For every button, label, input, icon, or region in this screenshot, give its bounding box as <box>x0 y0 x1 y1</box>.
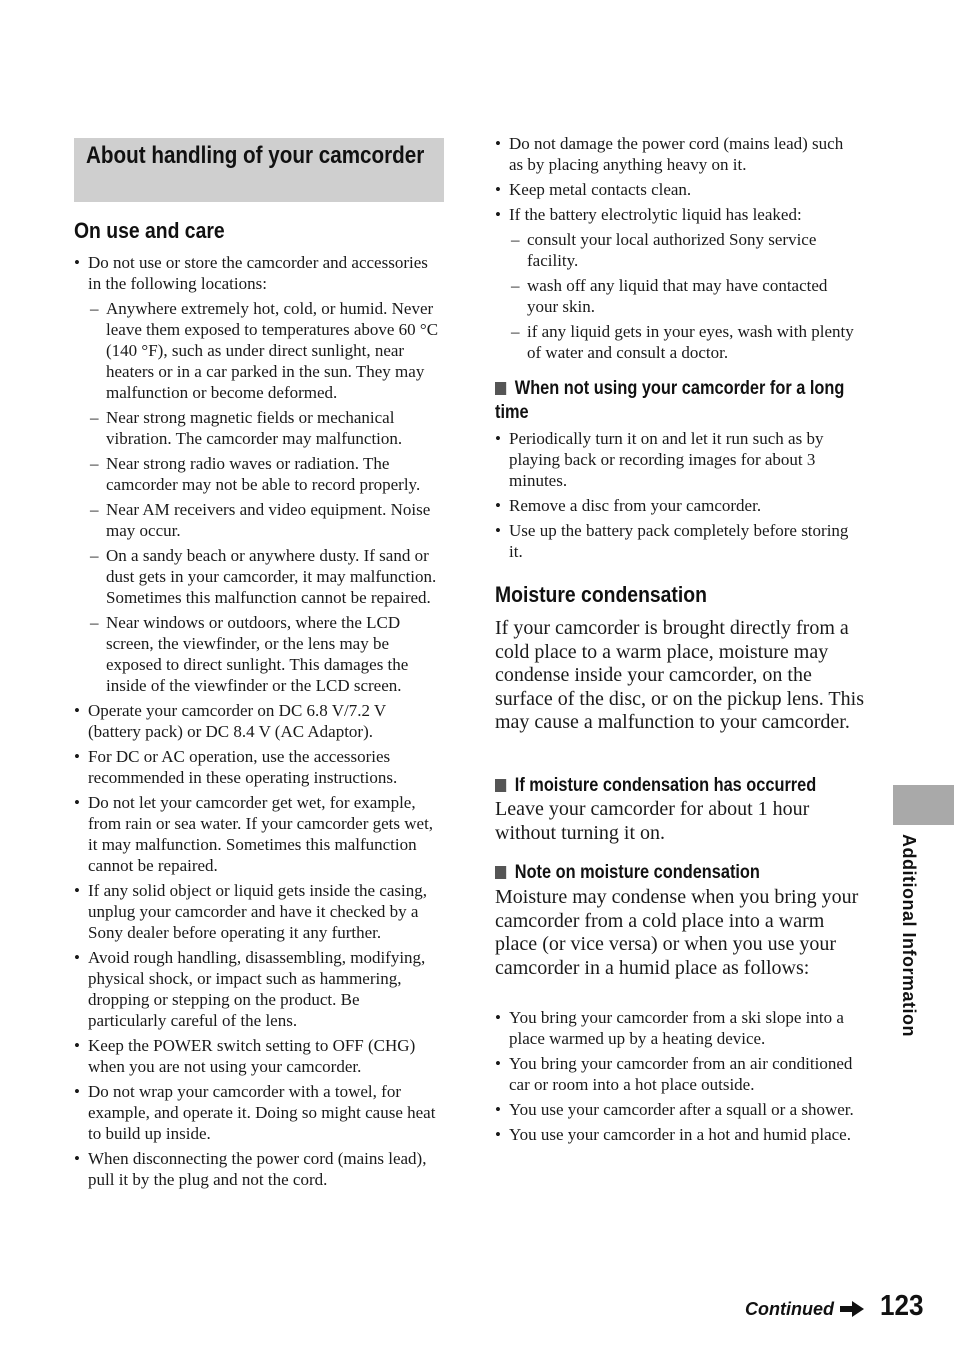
list-item-text: Do not use or store the camcorder and accessories in the following locations: <box>88 253 428 293</box>
right-arrow-icon <box>840 1301 864 1317</box>
section-title: About handling of your camcorder <box>86 142 425 169</box>
list-item: • Operate your camcorder on DC 6.8 V/7.2 V (battery pack) or DC 8.4 V (AC Adaptor). <box>74 700 442 742</box>
sub-list-item: – if any liquid gets in your eyes, wash with plenty of water and consult a doctor. <box>511 321 855 363</box>
heading-not-using <box>495 377 861 425</box>
sub-list-item: – Anywhere extremely hot, cold, or humid. Never leave them exposed to temperatures above 60 °C (140 °F), such as under direct sunlight, near heaters or in a car parked in the sun. They may malfunction or become deformed. <box>90 298 442 403</box>
use-care-list <box>74 252 442 1194</box>
moisture-intro: If your camcorder is brought directly from a cold place to a warm place, moisture may condense inside your camcorder, on the surface of the disc, or on the pickup lens. This may cause a malfunction to your camcorder. <box>495 617 864 734</box>
side-tab-marker <box>893 785 954 825</box>
list-item: • You use your camcorder after a squall or a shower. <box>495 1099 867 1120</box>
heading-text: Note on moisture condensation <box>514 862 760 883</box>
power-care-list <box>495 133 855 367</box>
page-number: 123 <box>880 1290 924 1322</box>
condensation-occurred-text: Leave your camcorder for about 1 hour without turning it on. <box>495 798 810 844</box>
sub-list-item: – Near strong radio waves or radiation. The camcorder may not be able to record properly. <box>90 453 442 495</box>
list-item: • Avoid rough handling, disassembling, modifying, physical shock, or impact such as hammering, dropping or stepping on the product. Be particularly careful of the lens. <box>74 947 442 1031</box>
list-item: • Do not wrap your camcorder with a towel, for example, and operate it. Doing so might cause heat to build up inside. <box>74 1081 442 1144</box>
list-item: • Do not damage the power cord (mains lead) such as by placing anything heavy on it. <box>495 133 855 175</box>
square-bullet-icon <box>495 779 506 792</box>
list-item: • Periodically turn it on and let it run such as by playing back or recording images for about 3 minutes. <box>495 428 855 491</box>
heading-text: If moisture condensation has occurred <box>514 775 817 796</box>
section-title-box <box>74 138 444 202</box>
sub-list-item: – wash off any liquid that may have contacted your skin. <box>511 275 855 317</box>
heading-note-condensation <box>495 861 873 885</box>
list-item <box>495 204 855 363</box>
sub-list-item: – Near AM receivers and video equipment. Noise may occur. <box>90 499 442 541</box>
list-item: • Do not let your camcorder get wet, for example, from rain or sea water. If your camcorder gets wet, it may malfunction. Sometimes this malfunction cannot be repaired. <box>74 792 442 876</box>
heading-moisture-condensation: Moisture condensation <box>495 582 707 607</box>
heading-text: When not using your camcorder for a long time <box>495 378 845 423</box>
square-bullet-icon <box>495 382 506 395</box>
list-item: • For DC or AC operation, use the accessories recommended in these operating instructions. <box>74 746 442 788</box>
heading-condensation-occurred <box>495 774 873 798</box>
list-item: • You use your camcorder in a hot and humid place. <box>495 1124 867 1145</box>
not-using-list <box>495 428 855 566</box>
list-item: • Keep the POWER switch setting to OFF (CHG) when you are not using your camcorder. <box>74 1035 442 1077</box>
heading-on-use-and-care: On use and care <box>74 218 225 243</box>
list-item: • You bring your camcorder from an air conditioned car or room into a hot place outside. <box>495 1053 867 1095</box>
list-item: • Keep metal contacts clean. <box>495 179 855 200</box>
sub-list-item: – Near windows or outdoors, where the LCD screen, the viewfinder, or the lens may be exposed to direct sunlight. This damages the inside of the viewfinder or the LCD screen. <box>90 612 442 696</box>
sub-list-item: – On a sandy beach or anywhere dusty. If sand or dust gets in your camcorder, it may malfunction. Sometimes this malfunction cannot be repaired. <box>90 545 442 608</box>
sub-list <box>511 229 855 363</box>
sub-list <box>90 298 442 696</box>
list-item: • Remove a disc from your camcorder. <box>495 495 855 516</box>
condensation-cases-list <box>495 1007 867 1149</box>
sub-list-item: – consult your local authorized Sony service facility. <box>511 229 855 271</box>
side-tab-label <box>897 834 919 1037</box>
list-item-text: If the battery electrolytic liquid has leaked: <box>509 205 802 224</box>
list-item: • When disconnecting the power cord (mains lead), pull it by the plug and not the cord. <box>74 1148 442 1190</box>
square-bullet-icon <box>495 866 506 879</box>
list-item: • Use up the battery pack completely before storing it. <box>495 520 855 562</box>
sub-list-item: – Near strong magnetic fields or mechanical vibration. The camcorder may malfunction. <box>90 407 442 449</box>
side-tab-label-text: Additional Information <box>899 834 919 1037</box>
continued-label: Continued <box>745 1299 834 1319</box>
list-item <box>74 252 442 696</box>
list-item: • You bring your camcorder from a ski slope into a place warmed up by a heating device. <box>495 1007 867 1049</box>
note-condensation-text: Moisture may condense when you bring your camcorder from a cold place into a warm place (or vice versa) or when you use your camcorder in a humid place as follows: <box>495 886 859 979</box>
list-item: • If any solid object or liquid gets inside the casing, unplug your camcorder and have it checked by a Sony dealer before operating it any further. <box>74 880 442 943</box>
